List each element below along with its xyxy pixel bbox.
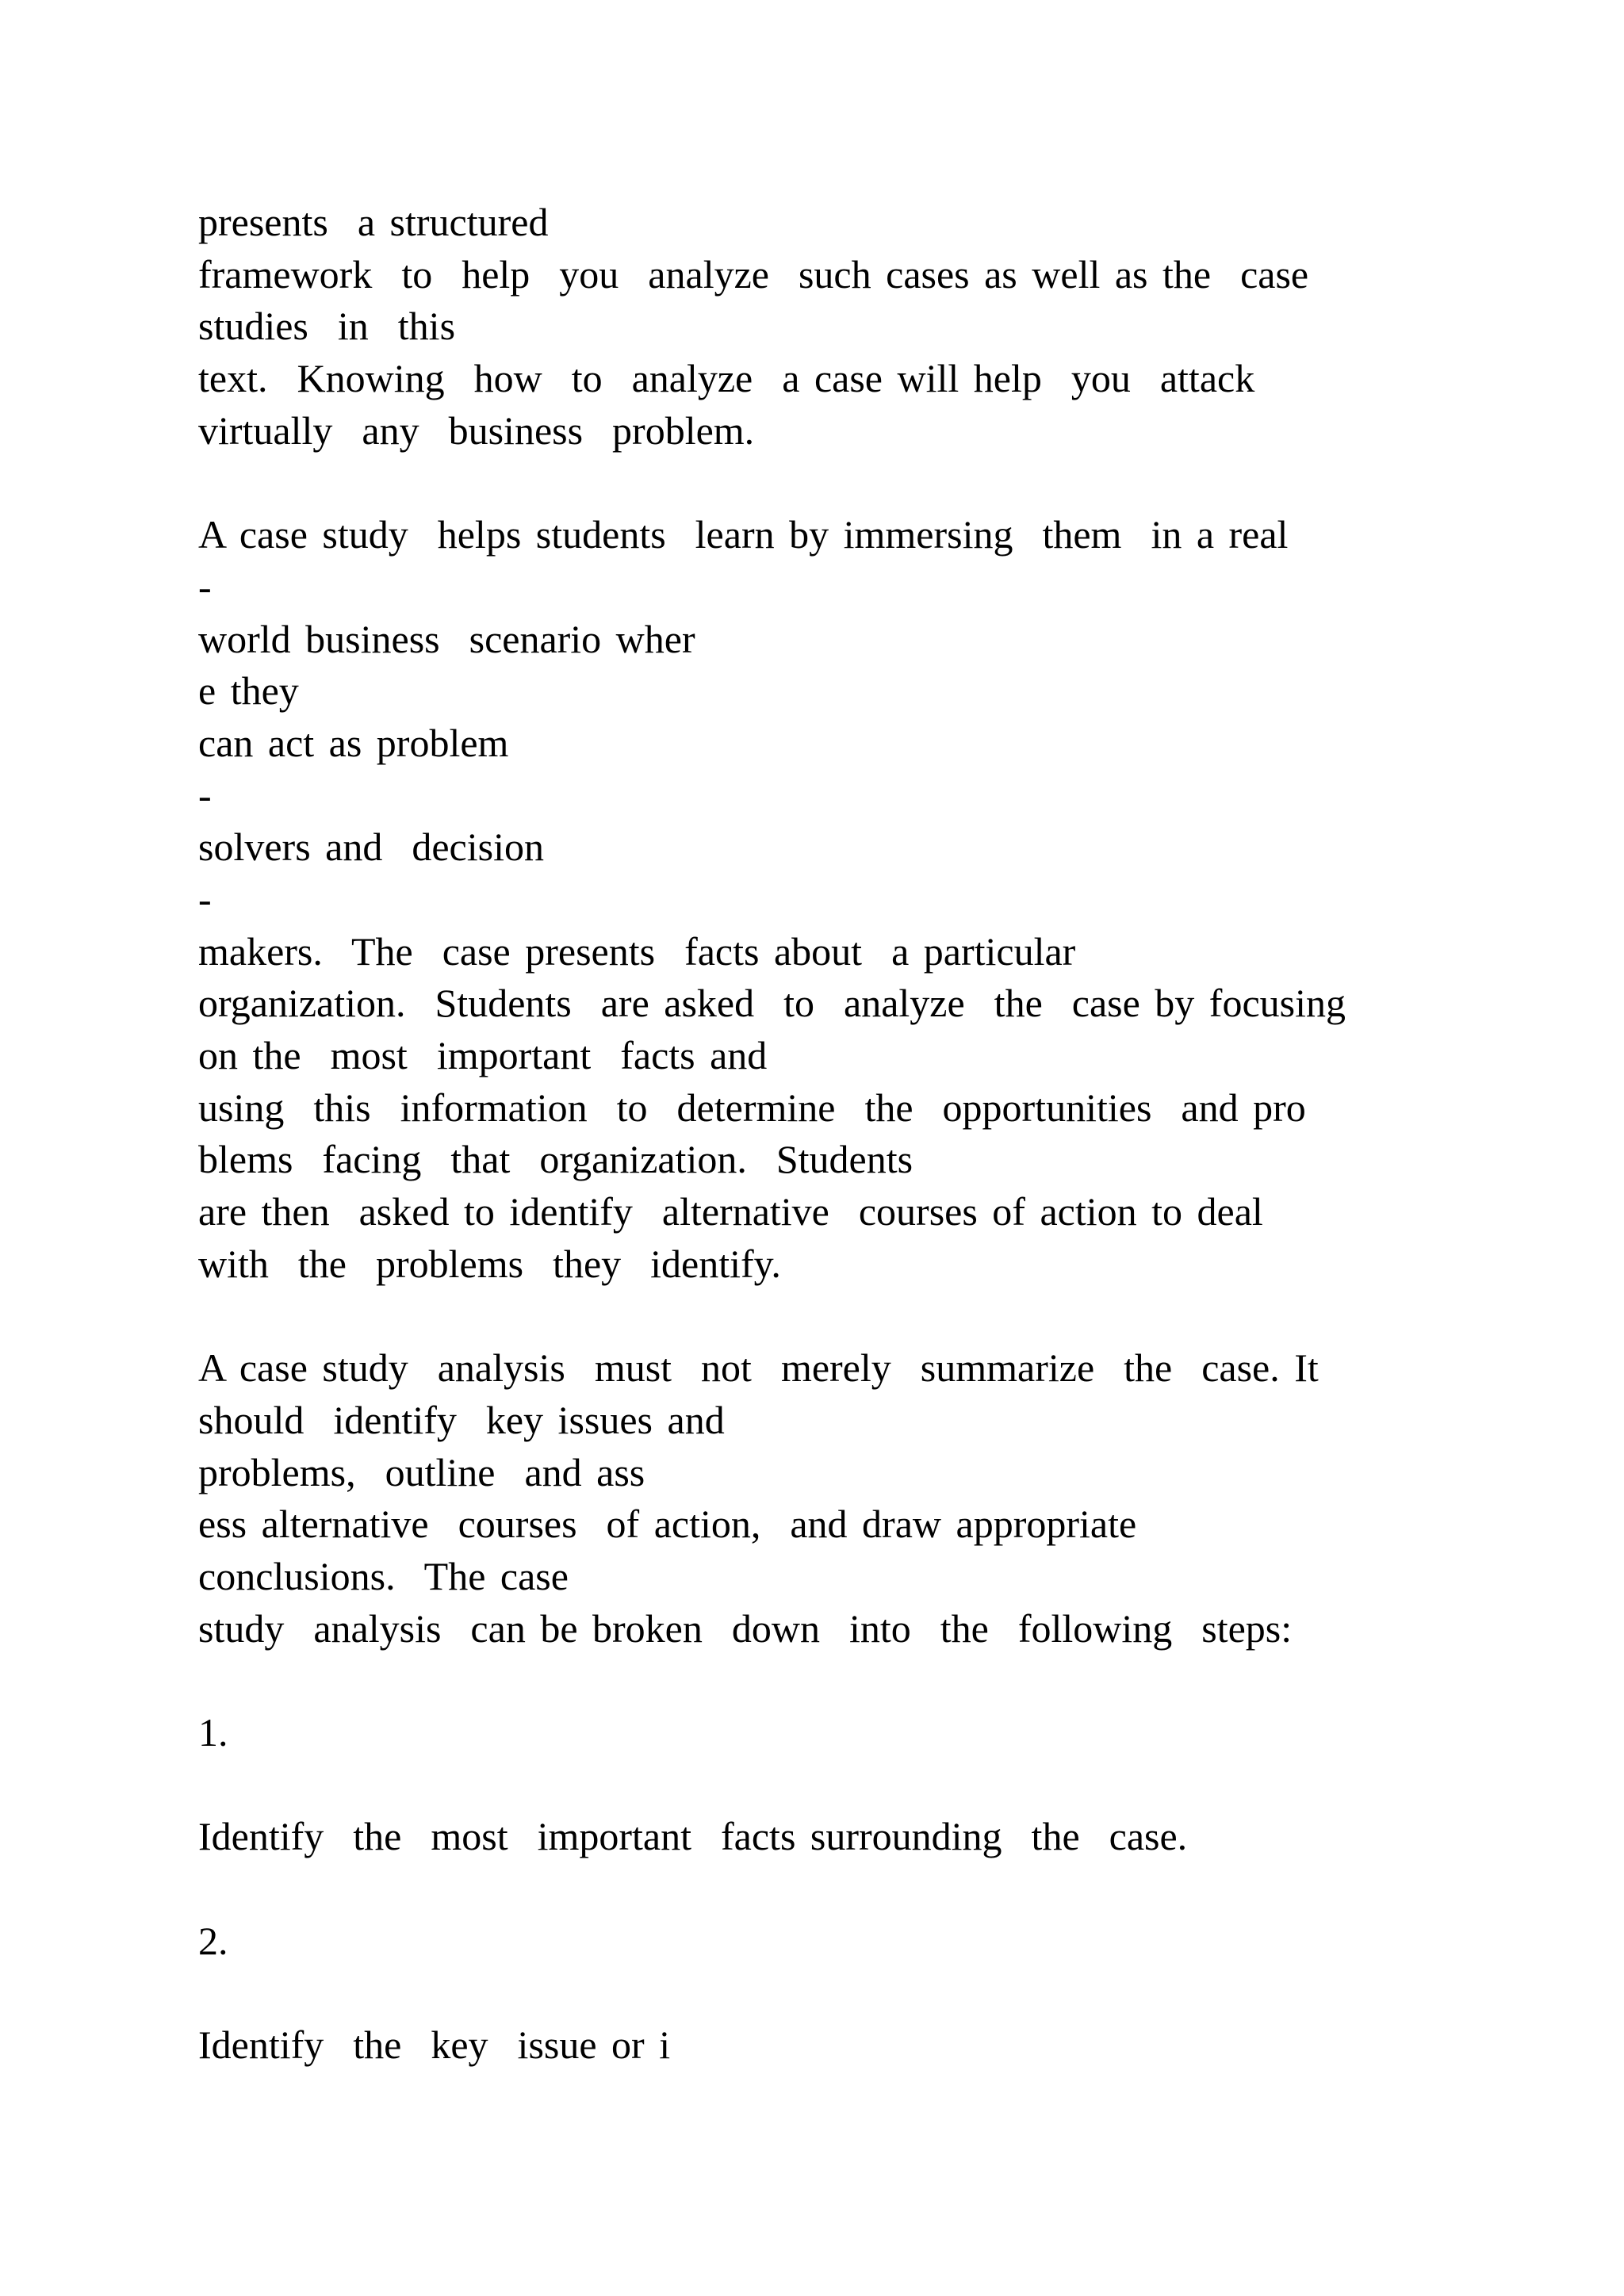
- text-line: organization. Students are asked to analyze the case by focusing: [198, 981, 1346, 1026]
- text-line: with the problems they identify.: [198, 1241, 781, 1286]
- text-line: blems facing that organization. Students: [198, 1137, 914, 1182]
- text-line: ess alternative courses of action, and draw appropriate: [198, 1502, 1137, 1547]
- text-line: study analysis can be broken down into the following steps:: [198, 1605, 1293, 1651]
- blank-line: [198, 1290, 1507, 1342]
- text-line: 1.: [198, 1709, 228, 1755]
- text-line: -: [198, 564, 212, 609]
- text-line: Identify the key issue or i: [198, 2022, 671, 2068]
- blank-line: [198, 1759, 1507, 1812]
- text-line: presents a structured: [198, 200, 549, 244]
- document-body: [198, 197, 1507, 2072]
- text-line: 2.: [198, 1918, 228, 1963]
- text-line: problems, outline and ass: [198, 1449, 645, 1494]
- text-line: framework to help you analyze such cases as well as the case: [198, 251, 1309, 297]
- text-line: A case study helps students learn by immersing them in a real: [198, 512, 1289, 557]
- text-line: can act as problem: [198, 720, 509, 765]
- blank-line: [198, 1967, 1507, 2019]
- text-line: studies in this: [198, 304, 456, 349]
- blank-line: [198, 1655, 1507, 1707]
- blank-line: [198, 457, 1507, 509]
- text-line: -: [198, 772, 212, 817]
- blank-line: [198, 1863, 1507, 1915]
- text-line: virtually any business problem.: [198, 408, 755, 453]
- text-line: world business scenario wher: [198, 616, 695, 661]
- text-line: solvers and decision: [198, 825, 544, 870]
- text-line: A case study analysis must not merely summarize the case. It: [198, 1345, 1319, 1391]
- text-line: are then asked to identify alternative courses of action to deal: [198, 1189, 1263, 1234]
- text-line: makers. The case presents facts about a particular: [198, 928, 1076, 974]
- text-line: using this information to determine the opportunities and pro: [198, 1085, 1306, 1130]
- text-line: on the most important facts and: [198, 1033, 768, 1077]
- text-line: text. Knowing how to analyze a case will help you attack: [198, 356, 1255, 401]
- text-line: should identify key issues and: [198, 1397, 725, 1442]
- text-line: e they: [198, 668, 299, 714]
- text-line: Identify the most important facts surrounding the case.: [198, 1814, 1188, 1859]
- text-line: conclusions. The case: [198, 1553, 569, 1598]
- text-line: -: [198, 876, 212, 921]
